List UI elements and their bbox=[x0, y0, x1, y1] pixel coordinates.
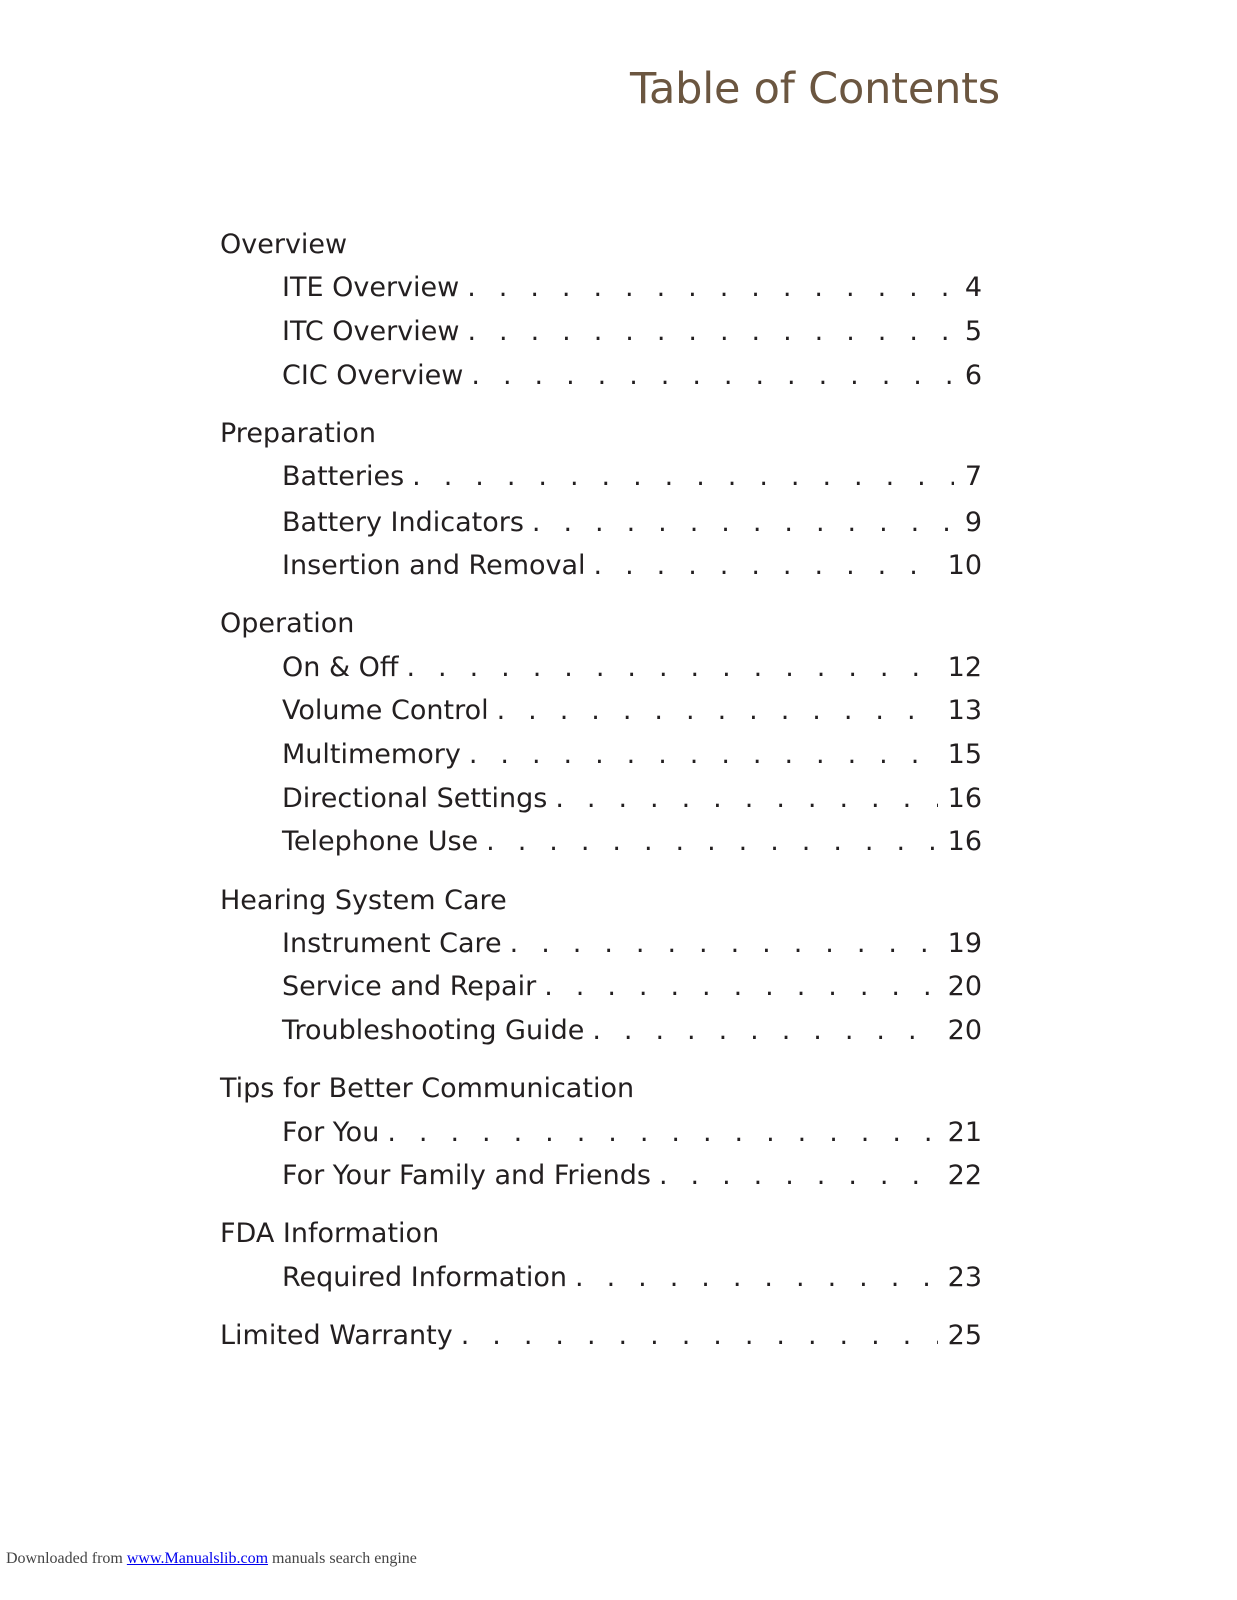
toc-entry-page: 20 bbox=[947, 1015, 982, 1046]
toc-entry[interactable] bbox=[282, 459, 982, 495]
toc-entry[interactable] bbox=[282, 926, 982, 962]
toc-entry-page: 16 bbox=[947, 783, 982, 814]
dot-leader bbox=[467, 314, 954, 350]
toc-entry-label: Directional Settings bbox=[282, 783, 548, 814]
dot-leader bbox=[467, 270, 954, 306]
toc-entry[interactable] bbox=[282, 824, 982, 860]
toc-entry[interactable] bbox=[282, 314, 982, 350]
toc-entry[interactable] bbox=[282, 693, 982, 729]
toc-entry[interactable] bbox=[282, 781, 982, 817]
toc-entry-label: Insertion and Removal bbox=[282, 550, 586, 581]
toc-entry[interactable] bbox=[282, 1158, 982, 1194]
toc-entry-page: 16 bbox=[947, 826, 982, 857]
footer-suffix: manuals search engine bbox=[268, 1550, 417, 1567]
footer-prefix: Downloaded from bbox=[6, 1550, 127, 1567]
dot-leader bbox=[486, 824, 937, 860]
section-heading-preparation: Preparation bbox=[220, 418, 376, 449]
download-footer bbox=[6, 1550, 417, 1568]
toc-entry[interactable] bbox=[282, 1260, 982, 1296]
toc-entry-label: Telephone Use bbox=[282, 826, 479, 857]
toc-entry-page: 4 bbox=[964, 272, 982, 303]
toc-entry-page: 6 bbox=[964, 360, 982, 391]
toc-entry[interactable] bbox=[282, 505, 982, 541]
toc-entry-page: 23 bbox=[947, 1262, 982, 1293]
toc-entry-page: 15 bbox=[947, 739, 982, 770]
toc-entry[interactable] bbox=[282, 737, 982, 773]
section-heading-overview: Overview bbox=[220, 229, 348, 260]
toc-entry-label: ITC Overview bbox=[282, 316, 460, 347]
dot-leader bbox=[594, 548, 938, 584]
dot-leader bbox=[532, 505, 954, 541]
toc-entry-page: 20 bbox=[947, 971, 982, 1002]
toc-entry-label: For You bbox=[282, 1117, 380, 1148]
section-heading-fda-information: FDA Information bbox=[220, 1218, 440, 1249]
dot-leader bbox=[471, 358, 954, 394]
toc-entry[interactable] bbox=[282, 1013, 982, 1049]
toc-entry-page: 5 bbox=[964, 316, 982, 347]
toc-entry-label: Battery Indicators bbox=[282, 507, 524, 538]
toc-entry-page: 21 bbox=[947, 1117, 982, 1148]
dot-leader bbox=[575, 1260, 938, 1296]
dot-leader bbox=[469, 737, 938, 773]
page-title: Table of Contents bbox=[630, 64, 1000, 114]
dot-leader bbox=[544, 969, 937, 1005]
toc-entry-page: 25 bbox=[947, 1320, 982, 1351]
toc-entry-page: 7 bbox=[964, 461, 982, 492]
toc-entry-label: Service and Repair bbox=[282, 971, 537, 1002]
dot-leader bbox=[461, 1318, 938, 1354]
toc-entry-label: Batteries bbox=[282, 461, 405, 492]
toc-entry[interactable] bbox=[282, 650, 982, 686]
toc-entry[interactable] bbox=[282, 1115, 982, 1151]
toc-entry-label: On & Off bbox=[282, 652, 399, 683]
dot-leader bbox=[497, 693, 938, 729]
dot-leader bbox=[412, 459, 954, 495]
toc-entry-page: 9 bbox=[964, 507, 982, 538]
section-heading-tips: Tips for Better Communication bbox=[220, 1073, 635, 1104]
toc-entry-label: Limited Warranty bbox=[220, 1320, 453, 1351]
toc-entry[interactable] bbox=[282, 358, 982, 394]
toc-entry-label: For Your Family and Friends bbox=[282, 1160, 651, 1191]
dot-leader bbox=[555, 781, 937, 817]
toc-entry-page: 13 bbox=[947, 695, 982, 726]
manualslib-link[interactable]: www.Manualslib.com bbox=[126, 1550, 269, 1567]
toc-entry-page: 10 bbox=[947, 550, 982, 581]
dot-leader bbox=[510, 926, 938, 962]
toc-entry-page: 12 bbox=[947, 652, 982, 683]
section-heading-hearing-system-care: Hearing System Care bbox=[220, 885, 507, 916]
dot-leader bbox=[659, 1158, 938, 1194]
toc-entry-label: Instrument Care bbox=[282, 928, 502, 959]
toc-entry-label: CIC Overview bbox=[282, 360, 464, 391]
toc-entry[interactable] bbox=[282, 969, 982, 1005]
toc-entry-page: 19 bbox=[947, 928, 982, 959]
dot-leader bbox=[592, 1013, 937, 1049]
toc-entry[interactable] bbox=[282, 270, 982, 306]
toc-entry-label: Volume Control bbox=[282, 695, 489, 726]
toc-entry-label: ITE Overview bbox=[282, 272, 460, 303]
toc-entry-limited-warranty[interactable] bbox=[220, 1318, 982, 1354]
dot-leader bbox=[406, 650, 937, 686]
toc-entry-page: 22 bbox=[947, 1160, 982, 1191]
dot-leader bbox=[387, 1115, 937, 1151]
toc-entry-label: Multimemory bbox=[282, 739, 461, 770]
toc-entry[interactable] bbox=[282, 548, 982, 584]
toc-entry-label: Troubleshooting Guide bbox=[282, 1015, 585, 1046]
section-heading-operation: Operation bbox=[220, 608, 355, 639]
toc-entry-label: Required Information bbox=[282, 1262, 568, 1293]
